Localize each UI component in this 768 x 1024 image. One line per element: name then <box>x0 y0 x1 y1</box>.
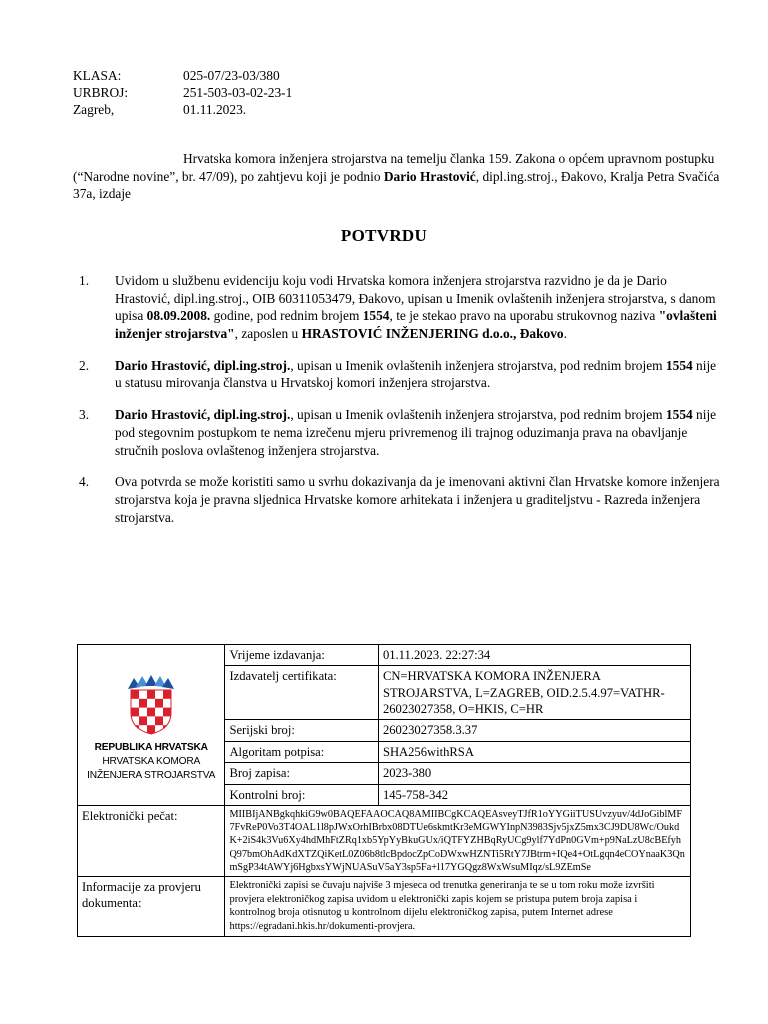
record-label: Broj zapisa: <box>225 763 379 784</box>
item-text: Dario Hrastović, dipl.ing.stroj., upisan u Imenik ovlaštenih inženjera strojarstva, pod rednim brojem 1554 nije u statusu mirovanja članstva u Hrvatskoj komori inženjera strojarstva. <box>115 357 717 391</box>
issued-value: 01.11.2023. 22:27:34 <box>378 645 690 666</box>
list-item <box>73 406 723 459</box>
item-text: Dario Hrastović, dipl.ing.stroj., upisan u Imenik ovlaštenih inženjera strojarstva, pod rednim brojem 1554 nije pod stegovnim postupkom te nema izrečenu mjeru privremenog ili trajnog oduzimanja prava na obavljanje stručnih poslova ovlaštenog inženjera strojarstva. <box>115 407 717 458</box>
seal-label: Elektronički pečat: <box>78 805 225 876</box>
intro-paragraph <box>73 150 723 203</box>
document-header <box>73 67 292 118</box>
intro-text-end: , dipl.ing.stroj., Đakovo, Kralja Petra Svačića 37a, izdaje <box>73 168 720 202</box>
issuer-logo <box>78 645 225 806</box>
date-row <box>73 101 292 118</box>
urbroj-label: URBROJ: <box>73 85 129 100</box>
serial-value: 26023027358.3.37 <box>378 720 690 741</box>
item-text: Ova potvrda se može koristiti samo u svrhu dokazivanja da je imenovani aktivni član Hrvatske komore inženjera strojarstva koja je pravna sljednica Hrvatske komore arhitekata i inženjera u graditeljstvu - Razreda inženjera strojarstva. <box>115 474 720 525</box>
list-item <box>73 473 723 526</box>
algorithm-label: Algoritam potpisa: <box>225 741 379 762</box>
applicant-name: Dario Hrastović <box>383 168 476 184</box>
item-number: 4. <box>79 474 90 490</box>
seal-value: MIIBIjANBgkqhkiG9w0BAQEFAAOCAQ8AMIIBCgKCAQEAsveyTJfR1oYYGiiTUSUvzyuv/4dJoGiblMF7FvReP0Vo3T4OAL1l8pJWxOrhIBrbx08DTUe6skmtKr3eMGWYInpN3983Sjv5jxZ5mx3CJ9DU8Wc/OukdK+2iS4k3Vu6Xy4hdMhFtZRq1xb5YpYyBkuGUx/iQTFYZHBqRyUCg9ylf7YdPn0GVm+p9NaLzU8cBEfyhQ97bmOhAdKdXTZQiKetL0Z06b8tlcBpdocZpCoDWxwHZNTi5RtY7JBtrm+IQe4+OtLgqn4eCOYnaaK3QnmSgP34tAWYj6HgbxsYWjNUASuV5aY3sp5Fa+l17YGQgz8WxWsuMIqz/sL9ZEmSe <box>225 805 691 876</box>
record-value: 2023-380 <box>378 763 690 784</box>
item-number: 2. <box>79 357 90 373</box>
statement-list <box>73 272 723 540</box>
klasa-value: 025-07/23-03/380 <box>183 68 280 83</box>
intro-text: Hrvatska komora inženjera strojarstva na temelju članka 159. Zakona o općem upravnom postupku (“Narodne novine”, br. 47/09), po zahtjevu koji je podnio <box>73 151 715 184</box>
date-value: 01.11.2023. <box>183 102 247 117</box>
item-text: Uvidom u službenu evidenciju koju vodi Hrvatska komora inženjera strojarstva razvidno je da je Dario Hrastović, dipl.ing.stroj., OIB 60311053479, Đakovo, upisan u Imenik ovlaštenih inženjera strojarstva, s danom upisa 08.09.2008. godine, pod rednim brojem 1554, te je stekao pravo na uporabu strukovnog naziva "ovlašteni inženjer strojarstva", zaposlen u HRASTOVIĆ INŽENJERING d.o.o., Đakovo. <box>115 273 717 342</box>
country-name: REPUBLIKA HRVATSKA <box>94 741 208 753</box>
issuer-label: Izdavatelj certifikata: <box>225 666 379 720</box>
verification-label: Informacije za provjeru dokumenta: <box>78 877 225 937</box>
org-line-2: INŽENJERA STROJARSTVA <box>87 769 216 781</box>
item-number: 1. <box>79 273 90 288</box>
document-title: POTVRDU <box>340 226 428 245</box>
urbroj-value: 251-503-03-02-23-1 <box>183 85 293 100</box>
certificate-table <box>77 644 691 937</box>
klasa-label: KLASA: <box>73 68 122 83</box>
list-item <box>73 272 723 343</box>
algorithm-value: SHA256withRSA <box>378 741 690 762</box>
klasa-row <box>73 67 292 84</box>
org-line-1: HRVATSKA KOMORA <box>102 755 201 767</box>
item-number: 3. <box>79 407 90 423</box>
control-label: Kontrolni broj: <box>225 784 379 805</box>
list-item <box>73 357 723 392</box>
verification-text: Elektronički zapisi se čuvaju najviše 3 mjeseca od trenutka generiranja te se u tom roku može izvršiti provjera elektroničkog zapisa uvidom u elektronički zapis kojem se pristupa putem broja zapisa i kontrolnog broja otisnutog u kontrolnom dijelu elektroničkog zapisa, putem Internet adrese https://egradani.hkis.hr/dokumenti-provjera. <box>225 877 691 937</box>
issuer-value: CN=HRVATSKA KOMORA INŽENJERA STROJARSTVA, L=ZAGREB, OID.2.5.4.97=VATHR-26023027358, O=HKIS, C=HR <box>378 666 690 720</box>
serial-label: Serijski broj: <box>225 720 379 741</box>
place-label: Zagreb, <box>73 102 115 117</box>
urbroj-row <box>73 84 292 101</box>
control-value: 145-758-342 <box>378 784 690 805</box>
issued-label: Vrijeme izdavanja: <box>225 645 379 666</box>
croatian-coat-of-arms-icon <box>126 675 176 735</box>
